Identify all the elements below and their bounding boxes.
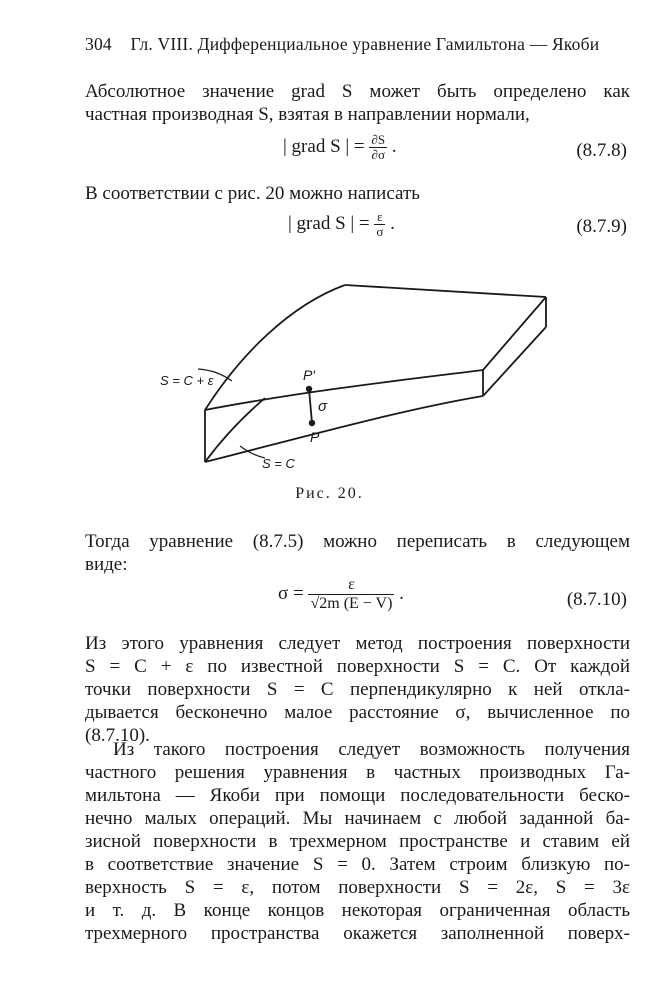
fraction <box>374 210 385 239</box>
right-top-edge <box>483 297 546 370</box>
equation-number: (8.7.10) <box>566 589 627 610</box>
numerator: ε <box>374 210 385 225</box>
text-line: зисной поверхности в трехмерном пространстве и ставим ей <box>85 831 630 852</box>
equation-lhs: σ = <box>278 582 304 604</box>
equation-number: (8.7.8) <box>576 140 627 161</box>
equation-8-7-8 <box>283 133 397 162</box>
fraction <box>308 576 394 613</box>
text-line: в соответствие значение S = 0. Затем строим близкую по- <box>85 854 630 875</box>
text-line: Тогда уравнение (8.7.5) можно переписать в следующем <box>85 531 630 552</box>
figure-20-diagram <box>0 270 659 480</box>
numerator: ε <box>308 576 394 595</box>
sigma-segment <box>309 389 312 423</box>
paragraph-4 <box>85 632 630 747</box>
text-line: и т. д. В конце концов некоторая ограниченная область <box>85 900 630 921</box>
running-header <box>85 34 630 55</box>
equation-trail: . <box>390 212 395 234</box>
label-upper-surface: S = C + ε <box>160 373 214 388</box>
text-line: Из такого построения следует возможность получения <box>113 739 630 760</box>
equation-trail: . <box>391 135 397 157</box>
numerator: ∂S <box>371 132 386 147</box>
paragraph-2 <box>85 182 630 205</box>
equation-lhs: | grad S | = <box>288 212 370 234</box>
text-line: Из этого уравнения следует метод построения поверхности <box>85 633 630 654</box>
equation-lhs: | grad S | = <box>283 135 365 157</box>
fraction <box>369 133 387 162</box>
point-p-prime <box>306 386 312 392</box>
text-line: трехмерного пространства окажется заполненной поверх- <box>85 923 630 944</box>
page-number: 304 <box>85 34 112 54</box>
label-p: P <box>310 429 320 445</box>
label-sigma: σ <box>318 398 328 415</box>
label-lower-surface: S = C <box>262 456 295 471</box>
figure-caption: Рис. 20. <box>295 485 364 502</box>
front-bottom-edge <box>205 396 483 462</box>
equation-8-7-10 <box>278 576 404 613</box>
right-bottom-edge <box>483 327 546 396</box>
equation-8-7-9 <box>288 210 395 239</box>
text-line: мильтона — Якоби при помощи последовательности беско- <box>85 785 630 806</box>
text-line: Абсолютное значение grad S может быть определено как <box>85 81 630 102</box>
text-line: (8.7.10). <box>85 725 150 746</box>
paragraph-3 <box>85 530 630 576</box>
top-back-edge <box>345 285 546 297</box>
text-line: точки поверхности S = C перпендикулярно к ней откла- <box>85 679 630 700</box>
label-p-prime: P′ <box>303 367 315 383</box>
equation-trail: . <box>399 582 404 604</box>
paragraph-5 <box>85 738 630 945</box>
text-line: верхность S = ε, потом поверхности S = 2ε, S = 3ε <box>85 877 630 898</box>
paragraph-1 <box>85 80 630 126</box>
text-line: нечно малых операций. Мы начинаем с любой заданной ба- <box>85 808 630 829</box>
text-line: S = C + ε по известной поверхности S = C. От каждой <box>85 656 630 677</box>
text-line: В соответствии с рис. 20 можно написать <box>85 183 420 204</box>
running-title: Гл. VIII. Дифференциальное уравнение Гамильтона — Якоби <box>130 34 600 54</box>
text-line: дывается бесконечно малое расстояние σ, вычисленное по <box>85 702 630 723</box>
point-p <box>309 420 315 426</box>
equation-number: (8.7.9) <box>576 216 627 237</box>
text-line: частная производная S, взятая в направлении нормали, <box>85 104 530 125</box>
denominator: σ <box>376 224 384 239</box>
denominator: √2m (E − V) <box>310 595 393 612</box>
denominator: ∂σ <box>371 147 385 162</box>
text-line: виде: <box>85 554 128 575</box>
text-line: частного решения уравнения в частных производных Га- <box>85 762 630 783</box>
